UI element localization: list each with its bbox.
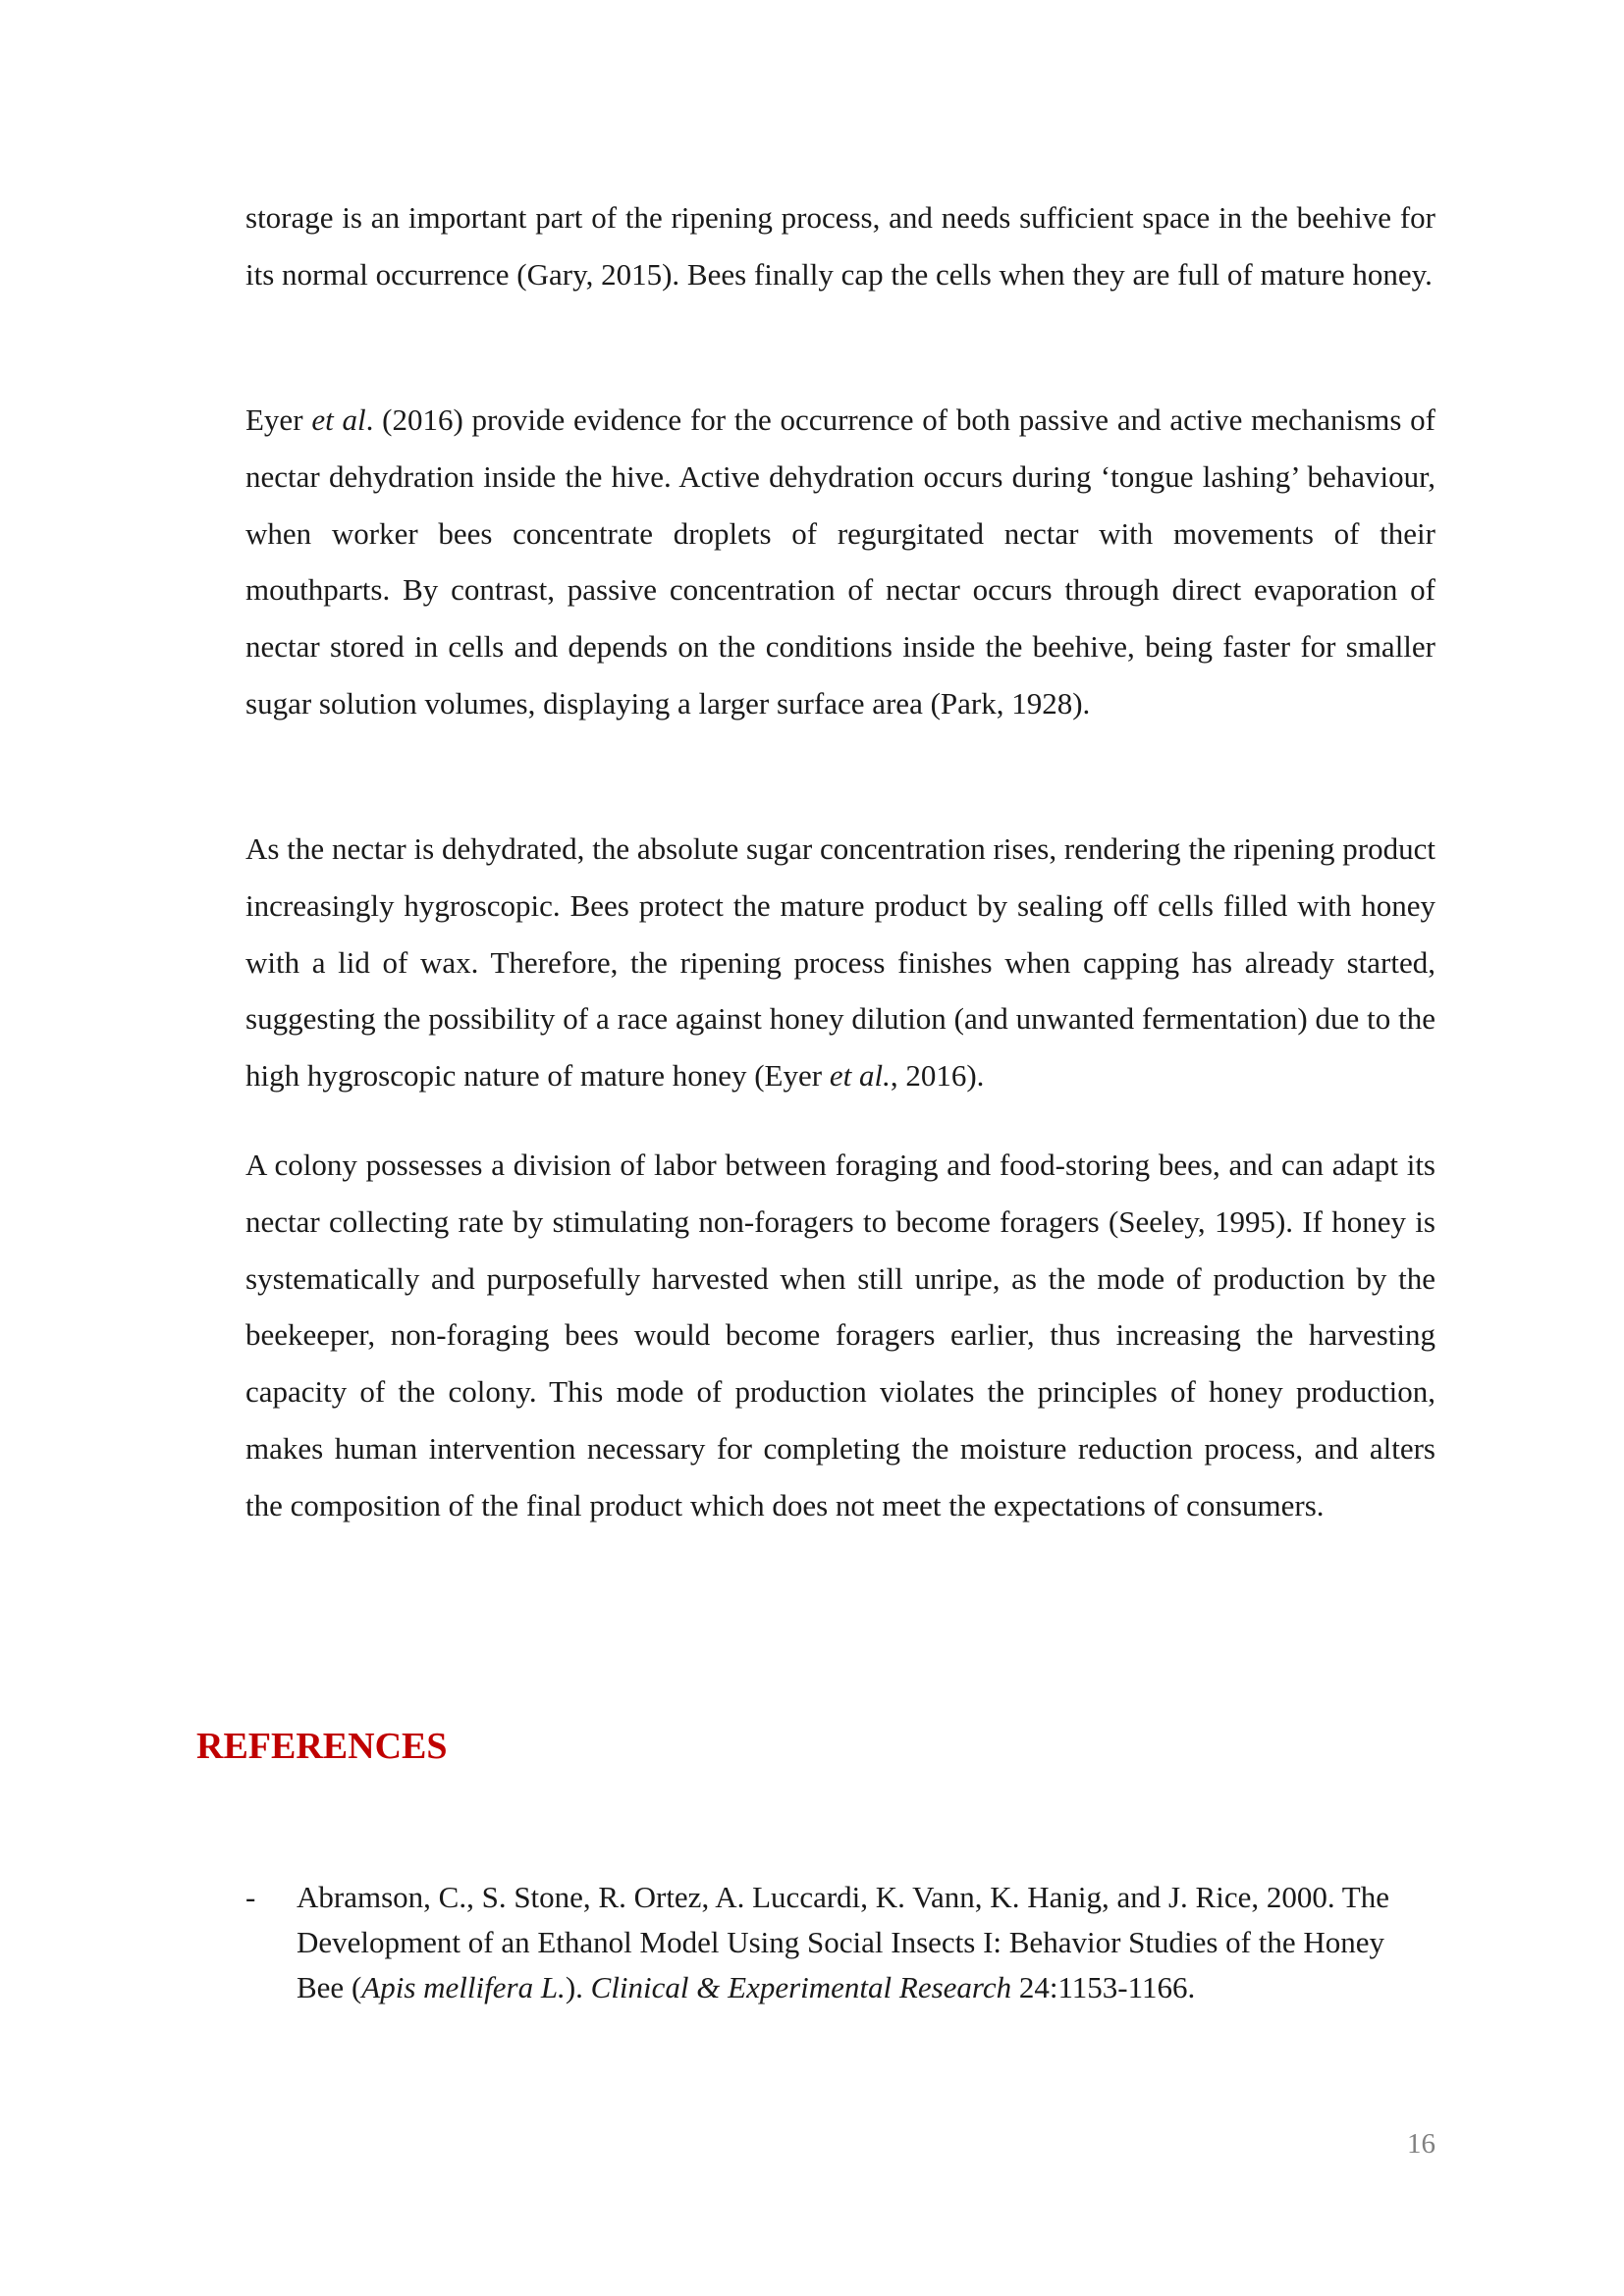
paragraph-text: , 2016).	[890, 1058, 985, 1094]
italic-et-al: et al.	[829, 1058, 891, 1094]
reference-bullet: -	[245, 1880, 256, 1914]
paragraph-hygroscopic	[245, 821, 1435, 1104]
italic-et-al: et al	[311, 402, 366, 437]
paragraph-text: . (2016) provide evidence for the occurrence of both passive and active mechanisms of nectar dehydration inside the hive. Active dehydration occurs during ‘tongue lashing’ behaviour, when worker bees concentrate droplets of regurgitated nectar with movements of their mouthparts. By contrast, passive concentration of nectar occurs through direct evaporation of nectar stored in cells and depends on the conditions inside the beehive, being faster for smaller sugar solution volumes, displaying a larger surface area (Park, 1928).	[245, 402, 1435, 721]
paragraph-text: Eyer	[245, 402, 312, 437]
paragraph-text: As the nectar is dehydrated, the absolute sugar concentration rises, rendering the ripening product increasingly hygroscopic. Bees protect the mature product by sealing off cells filled with honey with a lid of wax. Therefore, the ripening process finishes when capping has already started, suggesting the possibility of a race against honey dilution (and unwanted fermentation) due to the high hygroscopic nature of mature honey (Eyer	[245, 831, 1435, 1094]
paragraph-nectar-dehydration	[245, 392, 1435, 732]
paragraph-ripening-storage	[245, 189, 1435, 303]
reference-item	[245, 1875, 1435, 2010]
reference-authors: Abramson, C., S. Stone, R. Ortez, A. Luccardi, K. Vann, K. Hanig, and J. Rice, 2000. The Development of an Ethanol Model Using Social Insects I: Behavior Studies of the Honey Bee (	[297, 1880, 1389, 2004]
reference-separator: ).	[565, 1970, 591, 2004]
reference-species: Apis mellifera L.	[361, 1970, 566, 2004]
paragraph-text: storage is an important part of the ripening process, and needs sufficient space in the beehive for its normal occurrence (Gary, 2015). Bees finally cap the cells when they are full of mature honey.	[245, 200, 1435, 292]
paragraph-text: A colony possesses a division of labor between foraging and food-storing bees, and can adapt its nectar collecting rate by stimulating non-foragers to become foragers (Seeley, 1995). If honey is systematically and purposefully harvested when still unripe, as the mode of production by the beekeeper, non-foraging bees would become foragers earlier, thus increasing the harvesting capacity of the colony. This mode of production violates the principles of honey production, makes human intervention necessary for completing the moisture reduction process, and alters the composition of the final product which does not meet the expectations of consumers.	[245, 1148, 1435, 1522]
reference-text	[297, 1875, 1435, 2010]
references-heading: REFERENCES	[196, 1726, 448, 1767]
reference-journal: Clinical & Experimental Research	[590, 1970, 1012, 2004]
reference-citation: 24:1153-1166.	[1011, 1970, 1196, 2004]
paragraph-division-of-labor	[245, 1137, 1435, 1534]
page-number: 16	[1407, 2128, 1435, 2160]
